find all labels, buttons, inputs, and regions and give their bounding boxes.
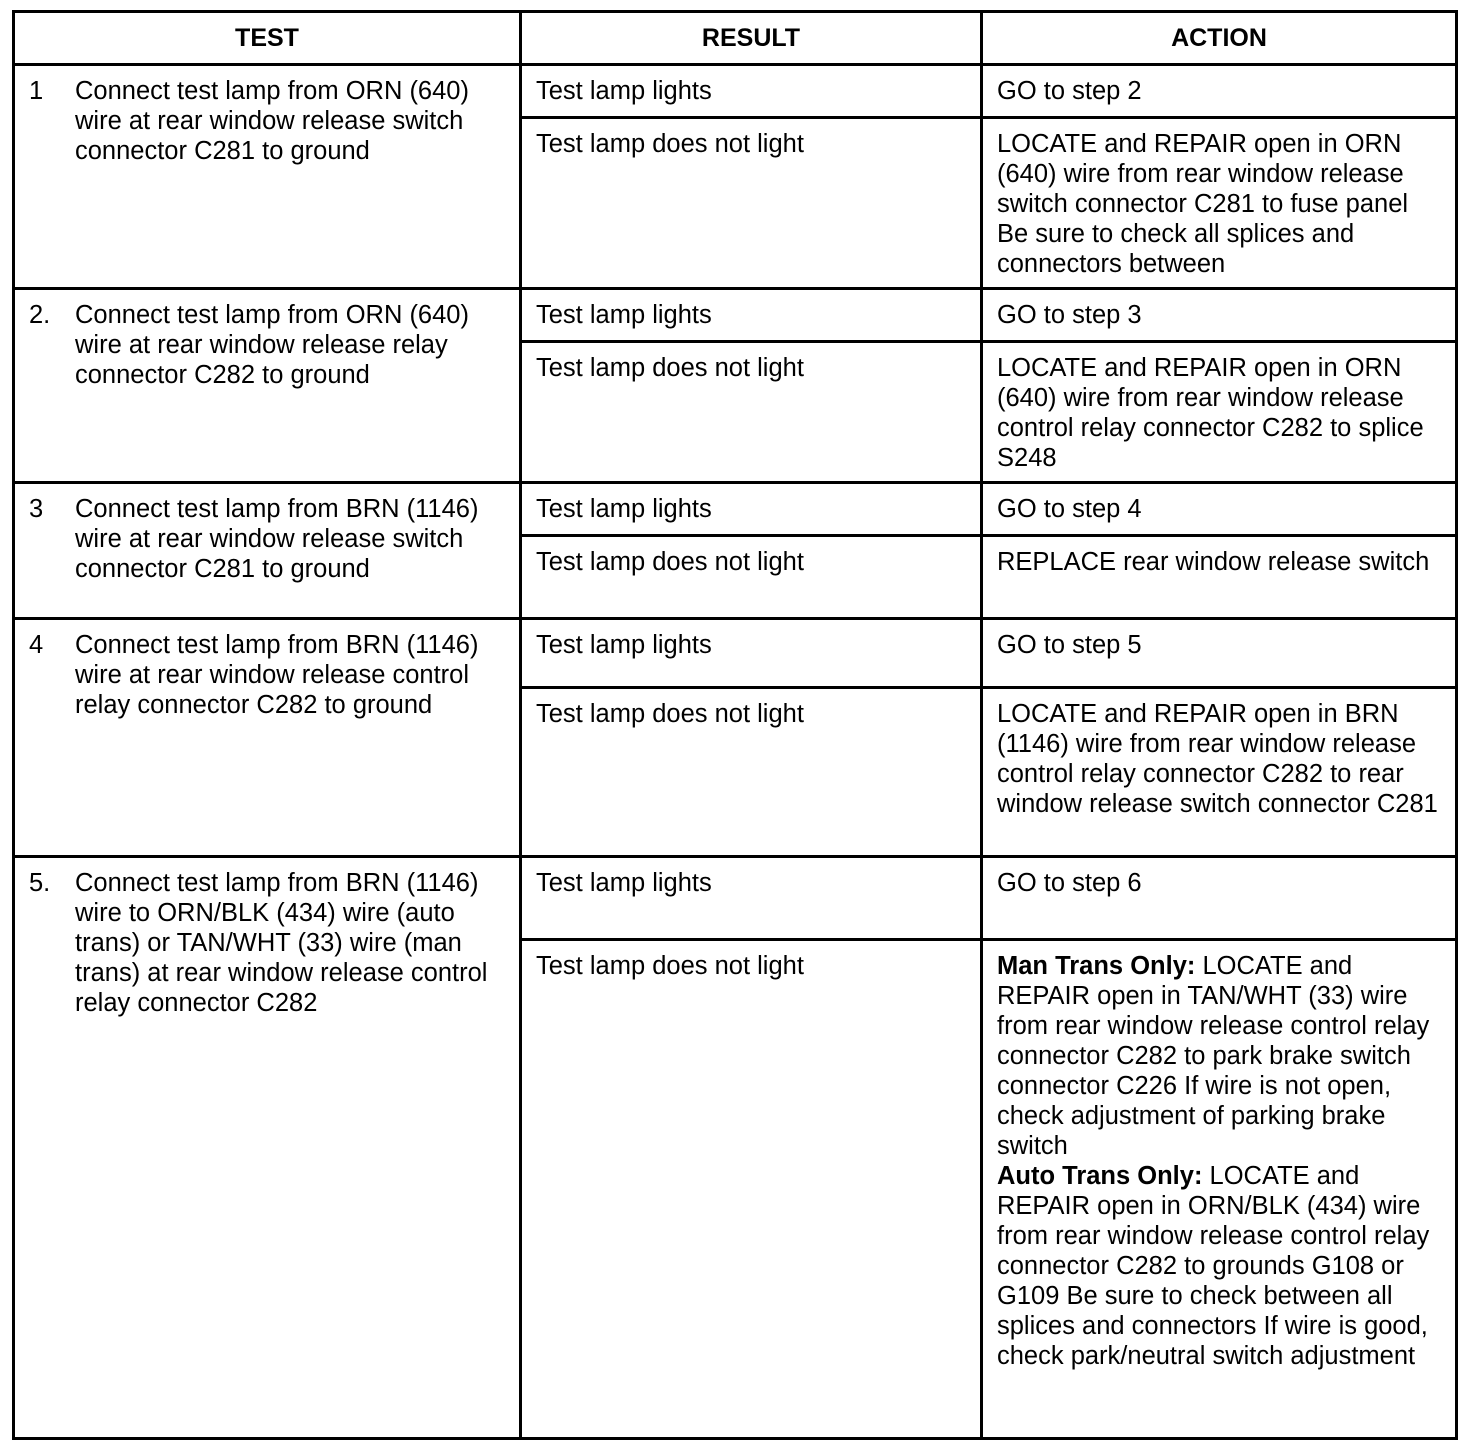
action-cell: REPLACE rear window release switch bbox=[982, 536, 1457, 619]
result-cell: Test lamp does not light bbox=[521, 536, 982, 619]
step-number: 2. bbox=[29, 301, 51, 329]
result-cell: Test lamp lights bbox=[521, 65, 982, 118]
test-description: Connect test lamp from ORN (640) wire at rear window release relay connector C282 to ground bbox=[75, 301, 469, 389]
step-number: 3 bbox=[29, 495, 44, 523]
test-description: Connect test lamp from BRN (1146) wire to ORN/BLK (434) wire (auto trans) or TAN/WHT (33) wire (man trans) at rear window release control relay connector C282 bbox=[75, 869, 488, 1017]
test-description: Connect test lamp from BRN (1146) wire at rear window release switch connector C281 to ground bbox=[75, 495, 479, 583]
auto-trans-block bbox=[997, 1161, 1443, 1371]
step-number: 5. bbox=[29, 869, 51, 897]
action-cell: GO to step 3 bbox=[982, 289, 1457, 342]
test-cell bbox=[14, 289, 521, 483]
auto-trans-text: LOCATE and REPAIR open in ORN/BLK (434) wire from rear window release control relay connector C282 to grounds G108 or G109 Be sure to check between all splices and connectors If wire is good, check park/neutral switch adjustment bbox=[997, 1162, 1430, 1370]
step-number: 4 bbox=[29, 631, 44, 659]
test-cell bbox=[14, 619, 521, 857]
action-cell: GO to step 6 bbox=[982, 857, 1457, 940]
header-row bbox=[14, 12, 1457, 65]
diagnostic-table bbox=[12, 10, 1458, 1440]
step-number: 1 bbox=[29, 77, 44, 105]
test-cell bbox=[14, 857, 521, 1439]
result-cell: Test lamp lights bbox=[521, 619, 982, 688]
header-result: RESULT bbox=[521, 12, 982, 65]
header-test: TEST bbox=[14, 12, 521, 65]
result-cell: Test lamp lights bbox=[521, 483, 982, 536]
table-row bbox=[14, 483, 1457, 536]
result-cell: Test lamp lights bbox=[521, 857, 982, 940]
man-trans-block bbox=[997, 951, 1443, 1161]
result-cell: Test lamp does not light bbox=[521, 342, 982, 483]
action-cell: GO to step 2 bbox=[982, 65, 1457, 118]
man-trans-text: LOCATE and REPAIR open in TAN/WHT (33) wire from rear window release control relay connector C282 to park brake switch connector C226 If wire is not open, check adjustment of parking brake switch bbox=[997, 952, 1430, 1160]
action-cell: LOCATE and REPAIR open in ORN (640) wire from rear window release switch connector C281 to fuse panel Be sure to check all splices and connectors between bbox=[982, 118, 1457, 289]
test-description: Connect test lamp from BRN (1146) wire at rear window release control relay connector C282 to ground bbox=[75, 631, 479, 719]
table-row bbox=[14, 65, 1457, 118]
test-cell bbox=[14, 65, 521, 289]
auto-trans-label: Auto Trans Only: bbox=[997, 1162, 1203, 1190]
test-description: Connect test lamp from ORN (640) wire at rear window release switch connector C281 to ground bbox=[75, 77, 469, 165]
action-cell: GO to step 5 bbox=[982, 619, 1457, 688]
man-trans-label: Man Trans Only: bbox=[997, 952, 1196, 980]
header-action: ACTION bbox=[982, 12, 1457, 65]
table-row bbox=[14, 289, 1457, 342]
result-cell: Test lamp does not light bbox=[521, 118, 982, 289]
result-cell: Test lamp does not light bbox=[521, 688, 982, 857]
table-row bbox=[14, 857, 1457, 940]
action-cell bbox=[982, 940, 1457, 1439]
action-cell: LOCATE and REPAIR open in BRN (1146) wire from rear window release control relay connector C282 to rear window release switch connector C281 bbox=[982, 688, 1457, 857]
action-cell: GO to step 4 bbox=[982, 483, 1457, 536]
result-cell: Test lamp does not light bbox=[521, 940, 982, 1439]
result-cell: Test lamp lights bbox=[521, 289, 982, 342]
test-cell bbox=[14, 483, 521, 619]
table-row bbox=[14, 619, 1457, 688]
action-cell: LOCATE and REPAIR open in ORN (640) wire from rear window release control relay connector C282 to splice S248 bbox=[982, 342, 1457, 483]
